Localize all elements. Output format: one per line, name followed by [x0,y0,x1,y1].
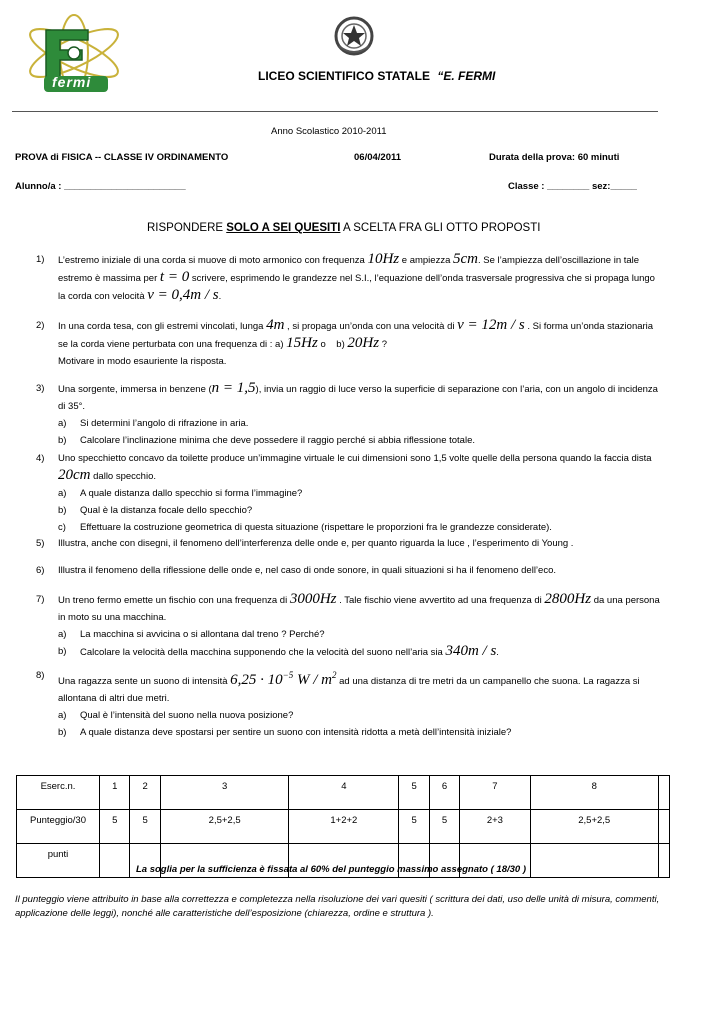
school-name: “E. FERMI [437,69,496,83]
sub-text: Qual è la distanza focale dello specchio? [80,505,253,516]
question-2 [36,317,660,370]
sub-letter: a) [58,629,67,640]
math-part: W / m [297,672,332,688]
sub-text: Effettuare la costruzione geometrica di questa situazione (rispettare le proporzioni fra le grandezze considerate). [80,522,552,533]
table-cell: 4 [289,776,399,810]
table-cell: 5 [130,810,160,844]
math-expression: 10Hz [367,251,400,267]
table-cell: 2,5+2,5 [160,810,288,844]
math-expression: v = 0,4m / s [147,287,219,303]
question-number: 4) [36,453,45,464]
sub-question [58,415,660,432]
question-6 [36,562,660,579]
question-text: , si propaga un’onda con una velocità di [287,321,455,332]
sub-text: Calcolare la velocità della macchina supponendo che la velocità del suono nell’aria sia [80,647,443,658]
sub-question [58,724,660,741]
table-cell: 7 [460,776,530,810]
table-cell [530,844,658,878]
table-cell: 6 [429,776,459,810]
math-part: 6,25 · 10 [230,672,283,688]
table-cell: Punteggio/30 [17,810,100,844]
table-row [17,776,670,810]
student-name-field: Alunno/a : _______________________ [15,181,186,192]
math-expression: 15Hz [286,335,318,351]
question-text: . Tale fischio viene avvertito ad una frequenza di [339,595,542,606]
math-expression: n = 1,5 [211,380,256,396]
math-exponent: 2 [332,670,337,680]
question-text: . [496,647,499,658]
sub-question [58,626,660,643]
exam-duration: Durata della prova: 60 minuti [489,152,620,163]
sub-text: Si determini l’angolo di rifrazione in aria. [80,418,249,429]
math-expression: 5cm [453,251,478,267]
table-cell: 5 [100,810,130,844]
instruction-pre: RISPONDERE [147,222,227,234]
instruction-emphasis: SOLO A SEI QUESITI [226,222,341,234]
sub-text: La macchina si avvicina o si allontana dal treno ? Perché? [80,629,325,640]
question-number: 3) [36,383,45,394]
table-cell: Eserc.n. [17,776,100,810]
sub-question [58,707,660,724]
sub-letter: a) [58,418,67,429]
instructions [147,222,540,234]
math-exponent: −5 [282,670,294,680]
question-number: 7) [36,594,45,605]
exam-title: PROVA di FISICA -- CLASSE IV ORDINAMENTO [15,152,229,163]
school-year: Anno Scolastico 2010-2011 [271,126,387,137]
math-expression: 20Hz [347,335,380,351]
question-text: o b) [320,339,345,350]
table-cell [658,776,669,810]
threshold-note: La soglia per la sufficienza è fissata al 60% del punteggio massimo assegnato ( 18/30 ) [136,864,526,875]
question-text: da una persona in moto su una macchina. [58,595,660,623]
question-1 [36,251,660,305]
question-5 [36,535,660,552]
question-8 [36,667,660,741]
table-cell: 5 [399,776,429,810]
question-text: ad una distanza di tre metri da un campanello che suona. La ragazza si allontana di altri due metri. [58,676,640,704]
table-cell: 1+2+2 [289,810,399,844]
table-cell: 5 [399,810,429,844]
table-cell: 1 [100,776,130,810]
table-cell: 5 [429,810,459,844]
question-text: ), invia un raggio di luce verso la superficie di separazione con l’aria, con un angolo di incidenza di 35°. [58,384,658,412]
question-text: . Si forma un’onda stazionaria se la corda viene perturbata con una frequenza di : a) [58,321,654,350]
question-3 [36,380,660,449]
table-cell [658,810,669,844]
sub-letter: b) [58,646,67,657]
question-number: 5) [36,538,45,549]
math-expression: v = 12m / s [457,317,525,333]
math-expression: 2800Hz [544,591,592,607]
instruction-post: A SCELTA FRA GLI OTTO PROPOSTI [340,222,541,234]
question-text: . [218,291,222,302]
sub-letter: a) [58,488,67,499]
table-cell: 8 [530,776,658,810]
question-text: Motivare in modo esauriente la risposta. [58,356,227,367]
sub-question [58,502,660,519]
sub-text: Qual è l’intensità del suono nella nuova posizione? [80,710,294,721]
question-text: scrivere, esprimendo le grandezze nel S.I., l’equazione dell’onda trasversale progressiva che si propaga lungo la corda con velocità [58,273,655,302]
math-expression: t = 0 [159,269,190,285]
question-text: Illustra il fenomeno della riflessione delle onde e, nel caso di onde sonore, in quali situazioni si ha il fenomeno dell’eco. [58,565,556,576]
math-expression [230,672,336,688]
sub-question [58,643,660,661]
sub-letter: a) [58,710,67,721]
sub-letter: b) [58,727,67,738]
question-text: L’estremo iniziale di una corda si muove di moto armonico con frequenza [58,255,365,266]
republic-emblem-icon [331,12,377,58]
math-expression: 20cm [58,467,91,483]
question-text: ? [381,339,388,350]
question-7 [36,591,660,661]
question-text: Illustra, anche con disegni, il fenomeno dell’interferenza delle onde e, per quanto riguarda la luce , l’esperimento di Young . [58,538,574,549]
sub-text: Calcolare l’inclinazione minima che deve possedere il raggio perché si abbia riflessione totale. [80,435,475,446]
math-expression: 340m / s [445,643,497,659]
table-cell: 2 [130,776,160,810]
question-text: Uno specchietto concavo da toilette produce un’immagine virtuale le cui dimensioni sono 1,5 volte quelle della persona quando la faccia dista [58,453,652,464]
sub-question [58,519,660,536]
question-text: In una corda tesa, con gli estremi vincolati, lunga [58,321,264,332]
sub-letter: c) [58,522,66,533]
sub-text: A quale distanza deve spostarsi per sentire un suono con intensità ridotta a metà dell’intensità iniziale? [80,727,512,738]
grading-note: Il punteggio viene attribuito in base alla correttezza e completezza nella risoluzione dei vari quesiti ( scrittura dei dati, uso delle unità di misura, commenti, applicazione delle leggi), nonché alle caratteristiche dell’esposizione (chiarezza, ordine e struttura ). [15,894,660,919]
question-text: . Se l’ampiezza dell’oscillazione in tale estremo è massima per [58,255,640,284]
table-cell: 3 [160,776,288,810]
sub-text: A quale distanza dallo specchio si forma l’immagine? [80,488,303,499]
math-expression: 4m [266,317,285,333]
table-cell [100,844,130,878]
question-number: 8) [36,670,45,681]
question-text: Una sorgente, immersa in benzene ( [58,384,212,395]
table-row [17,810,670,844]
logo-text: fermi [52,74,92,90]
table-cell: punti [17,844,100,878]
sub-question [58,485,660,502]
question-text: e ampiezza [401,255,451,266]
header-divider [12,111,658,112]
table-cell: 2+3 [460,810,530,844]
question-number: 2) [36,320,45,331]
question-4 [36,450,660,536]
sub-question [58,432,660,449]
exam-date: 06/04/2011 [354,152,402,163]
table-cell: 2,5+2,5 [530,810,658,844]
table-cell [658,844,669,878]
school-title [258,69,495,83]
school-logo [22,12,126,94]
sub-letter: b) [58,505,67,516]
math-expression: 3000Hz [289,591,337,607]
school-label: LICEO SCIENTIFICO STATALE [258,69,430,83]
question-text: Un treno fermo emette un fischio con una frequenza di [58,595,288,606]
question-text: Una ragazza sente un suono di intensità [58,676,228,687]
question-number: 6) [36,565,45,576]
class-section-field: Classe : ________ sez:_____ [508,181,637,192]
question-number: 1) [36,254,45,265]
sub-letter: b) [58,435,67,446]
question-text: dallo specchio. [93,471,156,482]
